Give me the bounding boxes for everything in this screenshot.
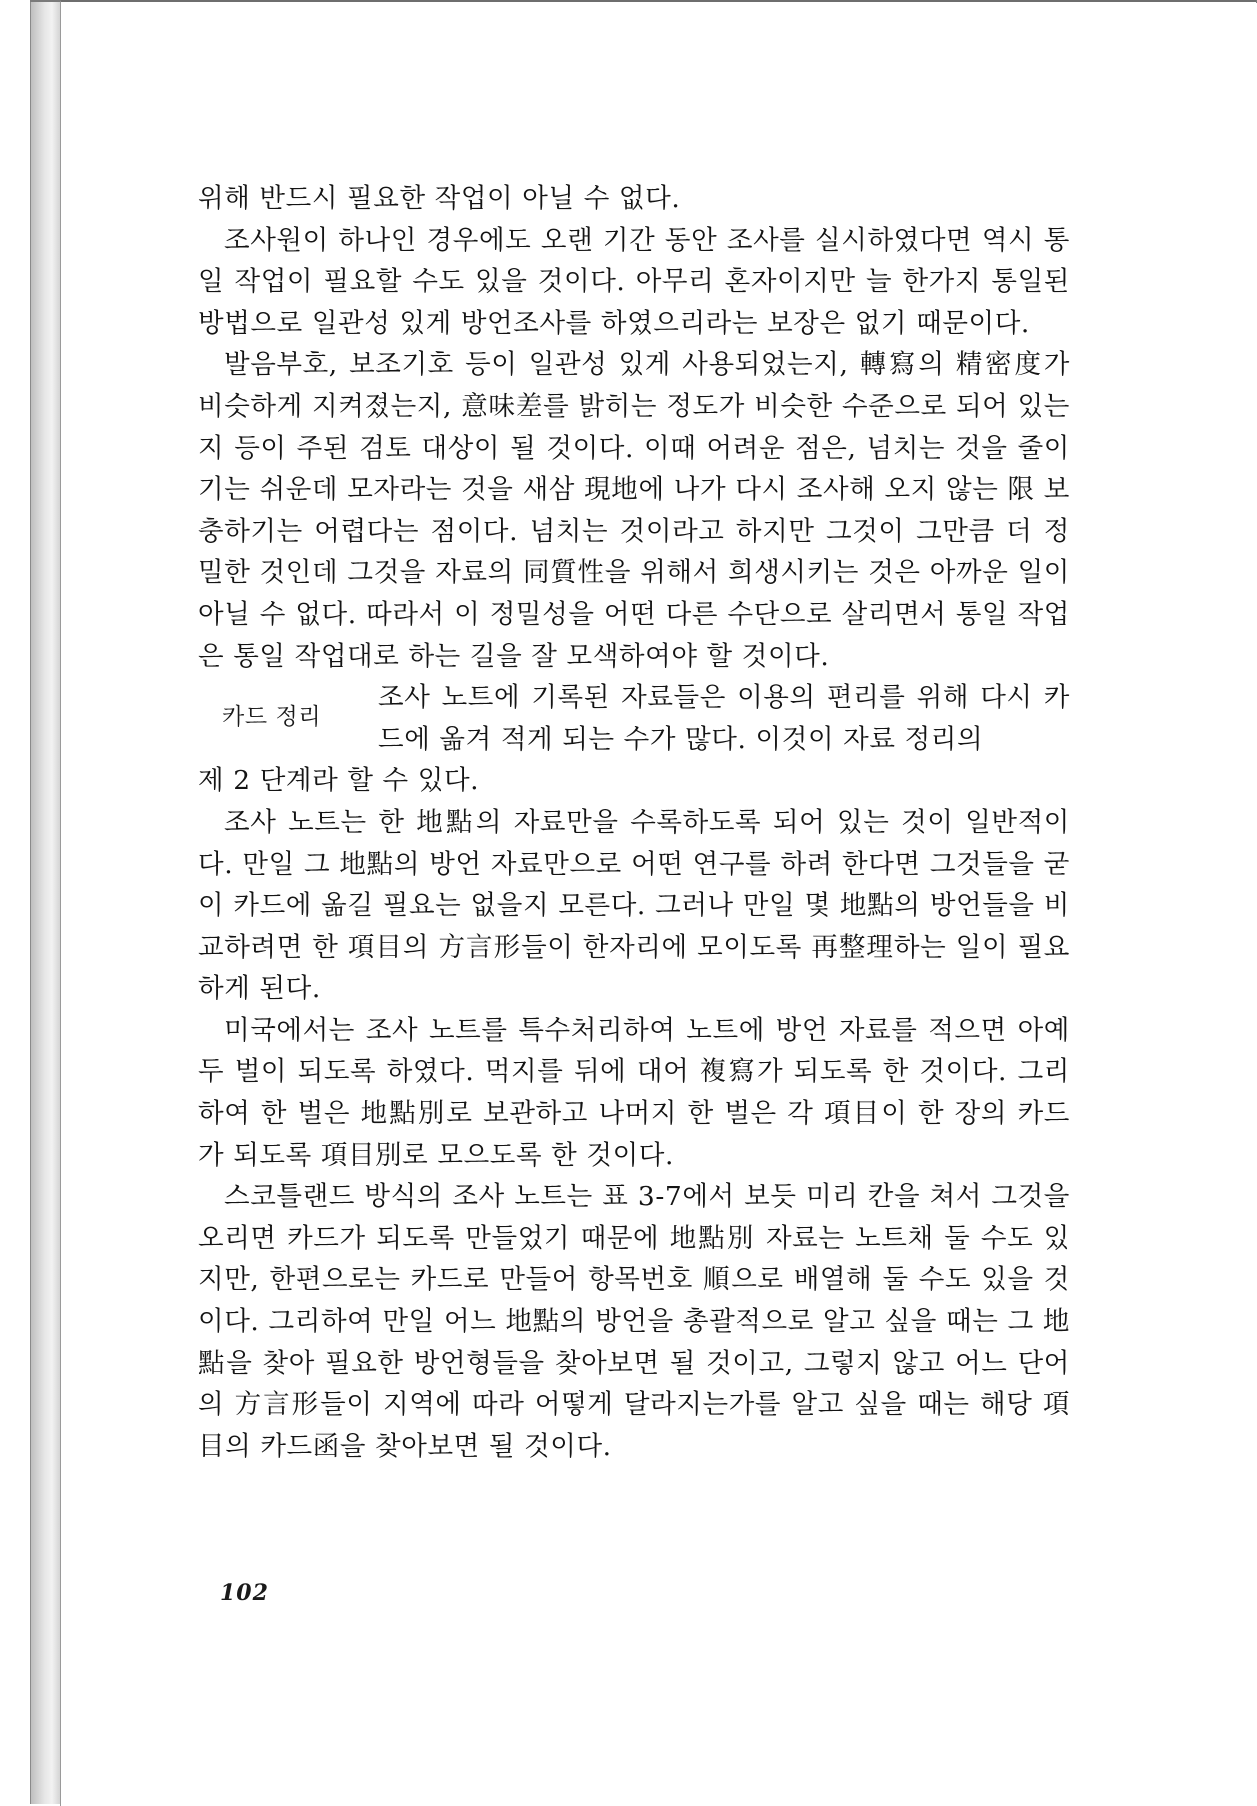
paragraph: 조사원이 하나인 경우에도 오랜 기간 동안 조사를 실시하였다면 역시 통일 작업이 필요할 수도 있을 것이다. 아무리 혼자이지만 늘 한가지 통일된 방법으로 일관성 있게 방언조사를 하였으리라는 보장은 없기 때문이다. (198, 224, 1070, 339)
paragraph: 위해 반드시 필요한 작업이 아닐 수 없다. (198, 183, 681, 214)
section-card-arrangement (198, 677, 1070, 760)
paragraph: 스코틀랜드 방식의 조사 노트는 표 3-7에서 보듯 미리 칸을 쳐서 그것을 오리면 카드가 되도록 만들었기 때문에 地點別 자료는 노트채 둘 수도 있지만, 한편으로는 카드로 만들어 항목번호 順으로 배열해 둘 수도 있을 것이다. 그리하여 만일 어느 地點의 방언을 총괄적으로 알고 싶을 때는 그 地點을 찾아 필요한 방언형들을 찾아보면 될 것이고, 그렇지 않고 어느 단어의 方言形들이 지역에 따라 어떻게 달라지는가를 알고 싶을 때는 해당 項目의 카드函을 찾아보면 될 것이다. (198, 1181, 1070, 1462)
paragraph: 조사 노트는 한 地點의 자료만을 수록하도록 되어 있는 것이 일반적이다. 만일 그 地點의 방언 자료만으로 어떤 연구를 하려 한다면 그것들을 굳이 카드에 옮길 필요는 없을지 모른다. 그러나 만일 몇 地點의 방언들을 비교하려면 한 項目의 方言形들이 한자리에 모이도록 再整理하는 일이 필요하게 된다. (198, 806, 1070, 1005)
page-body (198, 178, 1070, 1467)
book-spine (30, 2, 61, 1804)
paragraph: 발음부호, 보조기호 등이 일관성 있게 사용되었는지, 轉寫의 精密度가 비슷하게 지켜졌는지, 意味差를 밝히는 정도가 비슷한 수준으로 되어 있는지 등이 주된 검토 대상이 될 것이다. 이때 어려운 점은, 넘치는 것을 줄이기는 쉬운데 모자라는 것을 새삼 現地에 나가 다시 조사해 오지 않는 限 보충하기는 어렵다는 점이다. 넘치는 것이라고 하지만 그것이 그만큼 더 정밀한 것인데 그것을 자료의 同質性을 위해서 희생시키는 것은 아까운 일이 아닐 수 없다. 따라서 이 정밀성을 어떤 다른 수단으로 살리면서 통일 작업은 통일 작업대로 하는 길을 잘 모색하여야 할 것이다. (198, 349, 1070, 672)
section-heading: 카드 정리 (222, 704, 322, 731)
paragraph: 미국에서는 조사 노트를 특수처리하여 노트에 방언 자료를 적으면 아예 두 벌이 되도록 하였다. 먹지를 뒤에 대어 複寫가 되도록 한 것이다. 그리하여 한 벌은 地點別로 보관하고 나머지 한 벌은 각 項目이 한 장의 카드가 되도록 項目別로 모으도록 한 것이다. (198, 1014, 1070, 1171)
page-number: 102 (220, 1580, 269, 1606)
paragraph: 제 2 단계라 할 수 있다. (198, 765, 480, 797)
section-first-lines: 조사 노트에 기록된 자료들은 이용의 편리를 위해 다시 카드에 옮겨 적게 되는 수가 많다. 이것이 자료 정리의 (378, 682, 1070, 755)
